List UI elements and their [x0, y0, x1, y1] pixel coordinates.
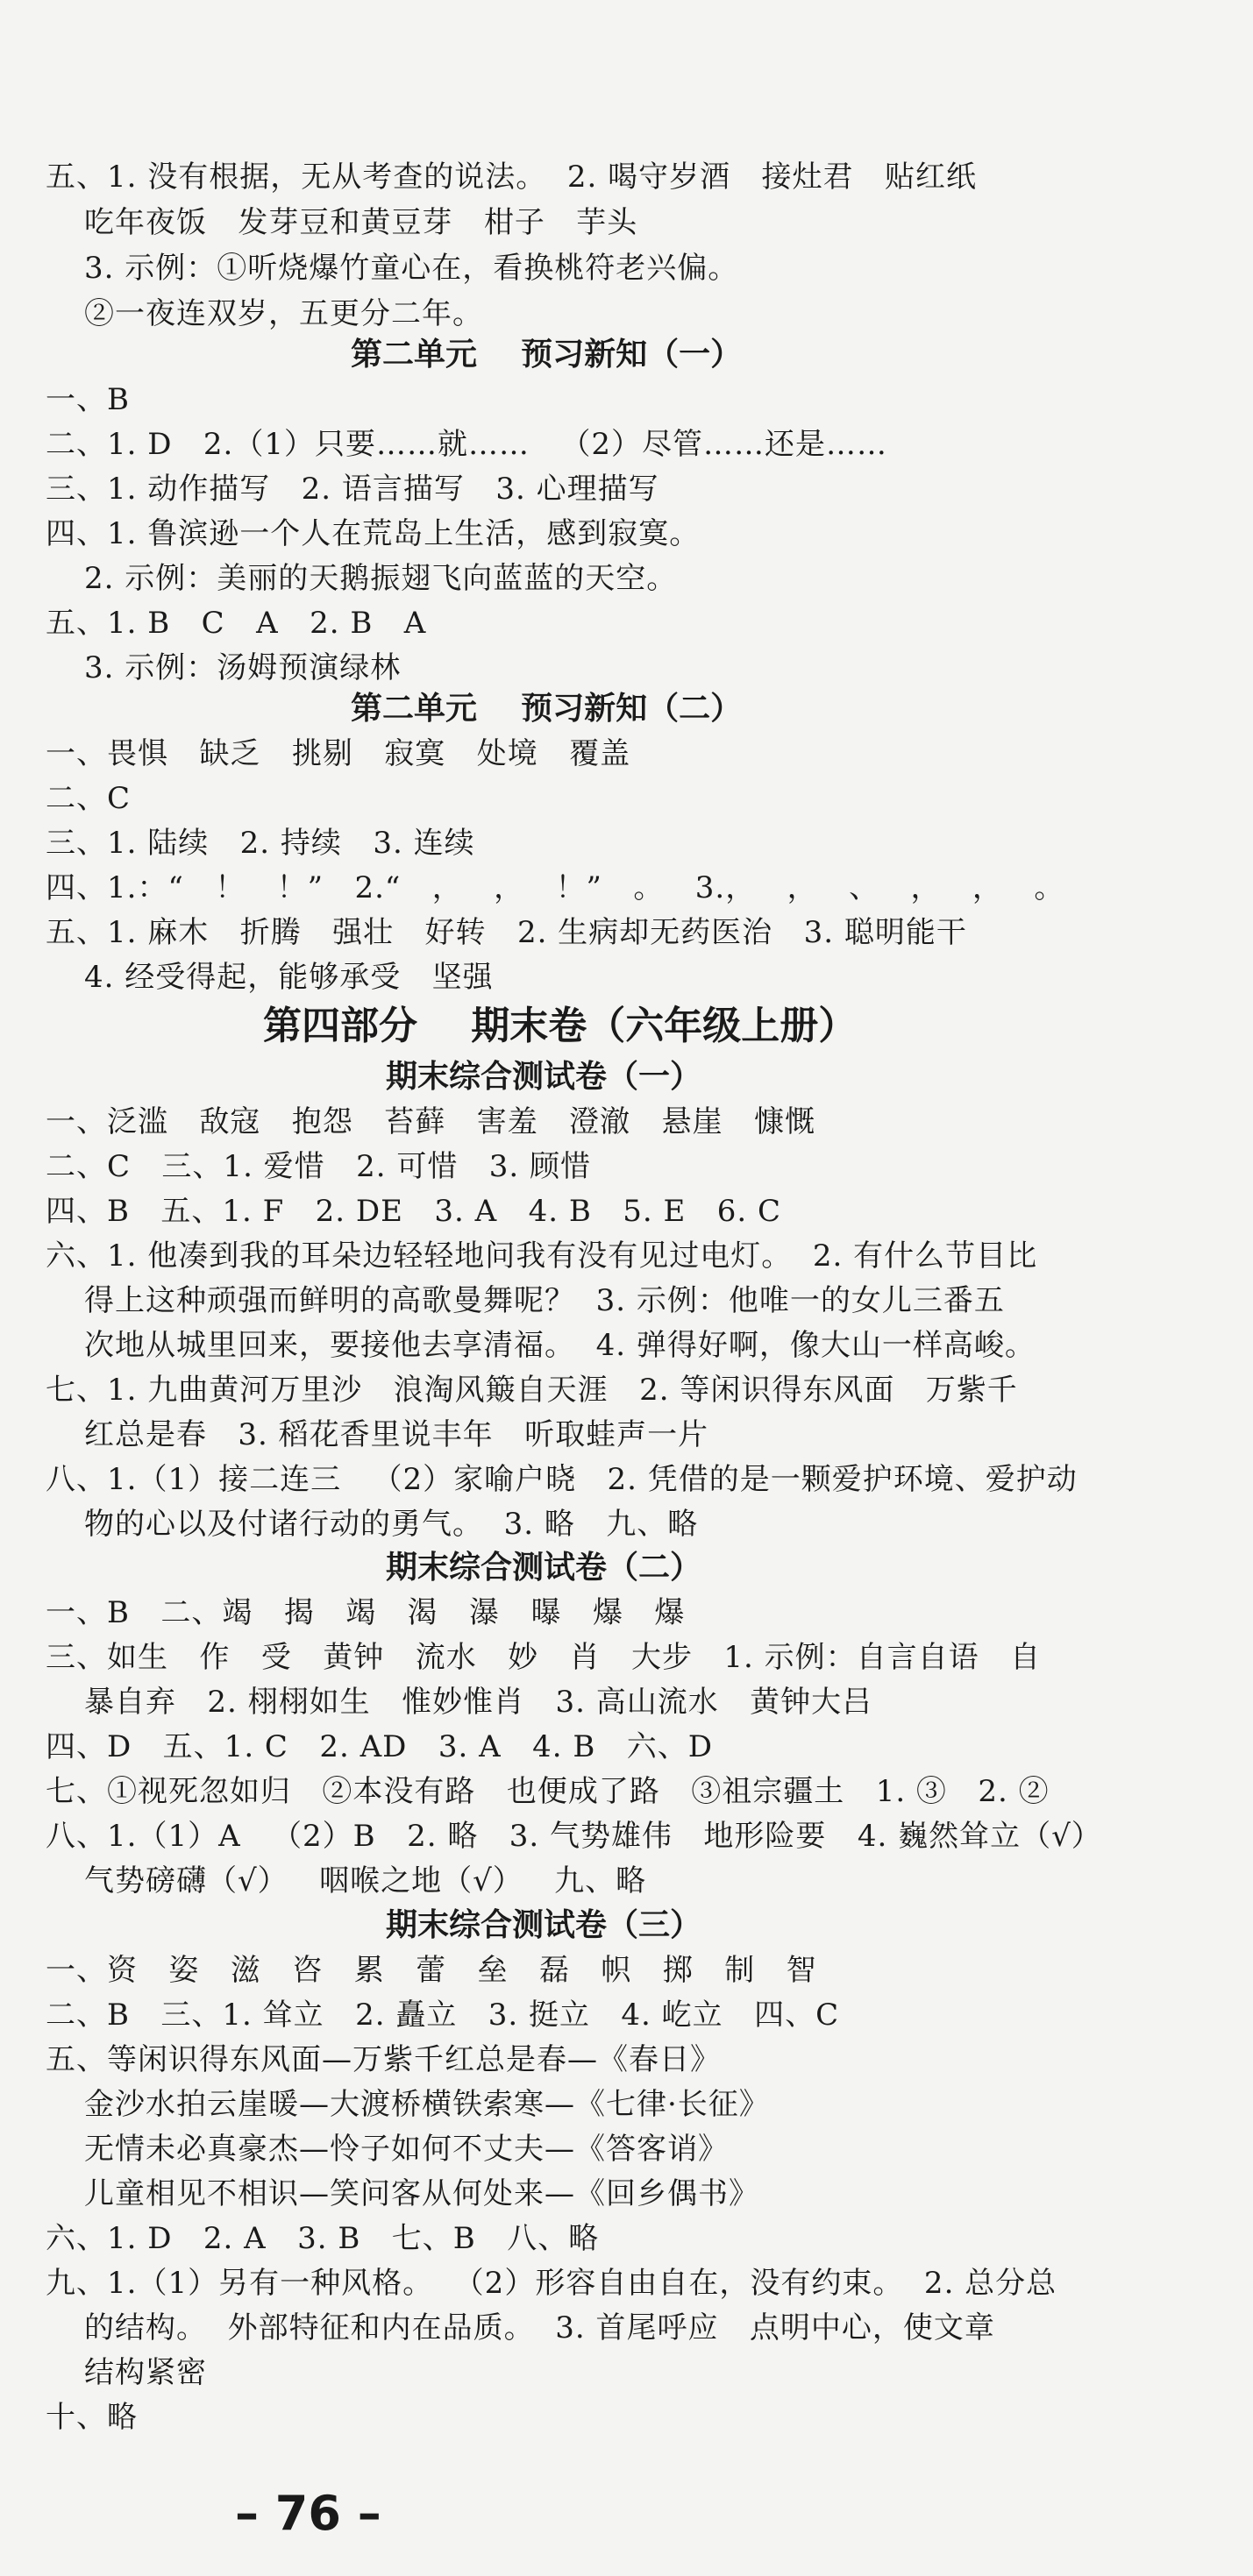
section-heading: 期末综合测试卷（一）: [386, 1059, 702, 1095]
answer-line: 一、资 姿 滋 咨 累 蕾 垒 磊 帜 掷 制 智: [46, 1953, 817, 1988]
answer-line: 二、C: [46, 781, 132, 816]
answer-line: 五、1. B C A 2. B A: [46, 606, 427, 641]
answer-line: 的结构。 外部特征和内在品质。 3. 首尾呼应 点明中心，使文章: [84, 2310, 995, 2345]
answer-line: 一、泛滥 敌寇 抱怨 苔藓 害羞 澄澈 悬崖 慷慨: [46, 1104, 815, 1139]
section-heading: 第二单元 预习新知（一）: [351, 337, 743, 373]
answer-line: 2. 示例：美丽的天鹅振翅飞向蓝蓝的天空。: [84, 561, 678, 596]
answer-line: 红总是春 3. 稻花香里说丰年 听取蛙声一片: [84, 1417, 709, 1452]
answer-line: 暴自弃 2. 栩栩如生 惟妙惟肖 3. 高山流水 黄钟大吕: [84, 1685, 873, 1720]
answer-line: 物的心以及付诸行动的勇气。 3. 略 九、略: [84, 1507, 699, 1542]
answer-line: 二、1. D 2.（1）只要……就…… （2）尽管……还是……: [46, 427, 888, 462]
answer-line: 一、B 二、竭 揭 竭 渴 瀑 曝 爆 爆: [46, 1595, 686, 1630]
answer-line: 七、①视死忽如归 ②本没有路 也便成了路 ③祖宗疆土 1. ③ 2. ②: [46, 1774, 1050, 1809]
section-heading: 第二单元 预习新知（二）: [351, 691, 743, 727]
answer-line: 得上这种顽强而鲜明的高歌曼舞呢？ 3. 示例：他唯一的女儿三番五: [84, 1283, 1005, 1318]
answer-line: ②一夜连双岁，五更分二年。: [84, 296, 483, 331]
answer-line: 五、1. 麻木 折腾 强壮 好转 2. 生病却无药医治 3. 聪明能干: [46, 915, 967, 950]
answer-line: 五、等闲识得东风面—万紫千红总是春—《春日》: [46, 2042, 721, 2077]
answer-line: 气势磅礴（√） 咽喉之地（√） 九、略: [84, 1863, 647, 1898]
page-number: – 76 –: [235, 2486, 381, 2541]
answer-line: 四、1. 鲁滨逊一个人在荒岛上生活，感到寂寞。: [46, 516, 701, 551]
answer-line: 四、1.：“ ！ ！” 2.“ ， ， ！” 。 3.， ， 、 ， ， 。: [46, 870, 1065, 905]
answer-line: 4. 经受得起，能够承受 坚强: [84, 960, 494, 995]
section-heading: 期末综合测试卷（二）: [386, 1550, 702, 1586]
answer-line: 儿童相见不相识—笑问客从何处来—《回乡偶书》: [84, 2176, 759, 2211]
section-heading: 期末综合测试卷（三）: [386, 1907, 702, 1943]
answer-line: 六、1. 他凑到我的耳朵边轻轻地问我有没有见过电灯。 2. 有什么节目比: [46, 1238, 1038, 1274]
answer-line: 3. 示例：①听烧爆竹童心在，看换桃符老兴偏。: [84, 251, 739, 286]
answer-line: 六、1. D 2. A 3. B 七、B 八、略: [46, 2221, 600, 2256]
answer-line: 金沙水拍云崖暖—大渡桥横铁索寒—《七律·长征》: [84, 2087, 770, 2122]
part-title: 第四部分 期末卷（六年级上册）: [263, 1004, 858, 1048]
answer-line: 五、1. 没有根据，无从考查的说法。 2. 喝守岁酒 接灶君 贴红纸: [46, 160, 977, 195]
answer-line: 三、如生 作 受 黄钟 流水 妙 肖 大步 1. 示例：自言自语 自: [46, 1640, 1042, 1675]
answer-line: 吃年夜饭 发芽豆和黄豆芽 柑子 芋头: [84, 205, 638, 240]
answer-line: 次地从城里回来，要接他去享清福。 4. 弹得好啊，像大山一样高峻。: [84, 1328, 1036, 1363]
answer-line: 二、C 三、1. 爱惜 2. 可惜 3. 顾惜: [46, 1149, 592, 1184]
answer-line: 七、1. 九曲黄河万里沙 浪淘风簸自天涯 2. 等闲识得东风面 万紫千: [46, 1373, 1018, 1408]
answer-line: 九、1.（1）另有一种风格。 （2）形容自由自在，没有约束。 2. 总分总: [46, 2266, 1057, 2301]
answer-line: 八、1.（1）接二连三 （2）家喻户晓 2. 凭借的是一颗爱护环境、爱护动: [46, 1462, 1078, 1497]
answer-line: 十、略: [46, 2400, 138, 2435]
answer-line: 八、1.（1）A （2）B 2. 略 3. 气势雄伟 地形险要 4. 巍然耸立（√）: [46, 1819, 1102, 1854]
answer-line: 结构紧密: [84, 2355, 207, 2390]
answer-line: 二、B 三、1. 耸立 2. 矗立 3. 挺立 4. 屹立 四、C: [46, 1998, 840, 2033]
answer-line: 三、1. 陆续 2. 持续 3. 连续: [46, 826, 475, 861]
answer-line: 3. 示例：汤姆预演绿林: [84, 650, 402, 685]
answer-line: 三、1. 动作描写 2. 语言描写 3. 心理描写: [46, 472, 659, 507]
answer-line: 四、B 五、1. F 2. DE 3. A 4. B 5. E 6. C: [46, 1194, 782, 1229]
answer-line: 一、畏惧 缺乏 挑剔 寂寞 处境 覆盖: [46, 736, 631, 771]
answer-line: 一、B: [46, 382, 130, 417]
answer-line: 四、D 五、1. C 2. AD 3. A 4. B 六、D: [46, 1729, 713, 1764]
answer-line: 无情未必真豪杰—怜子如何不丈夫—《答客诮》: [84, 2132, 729, 2167]
